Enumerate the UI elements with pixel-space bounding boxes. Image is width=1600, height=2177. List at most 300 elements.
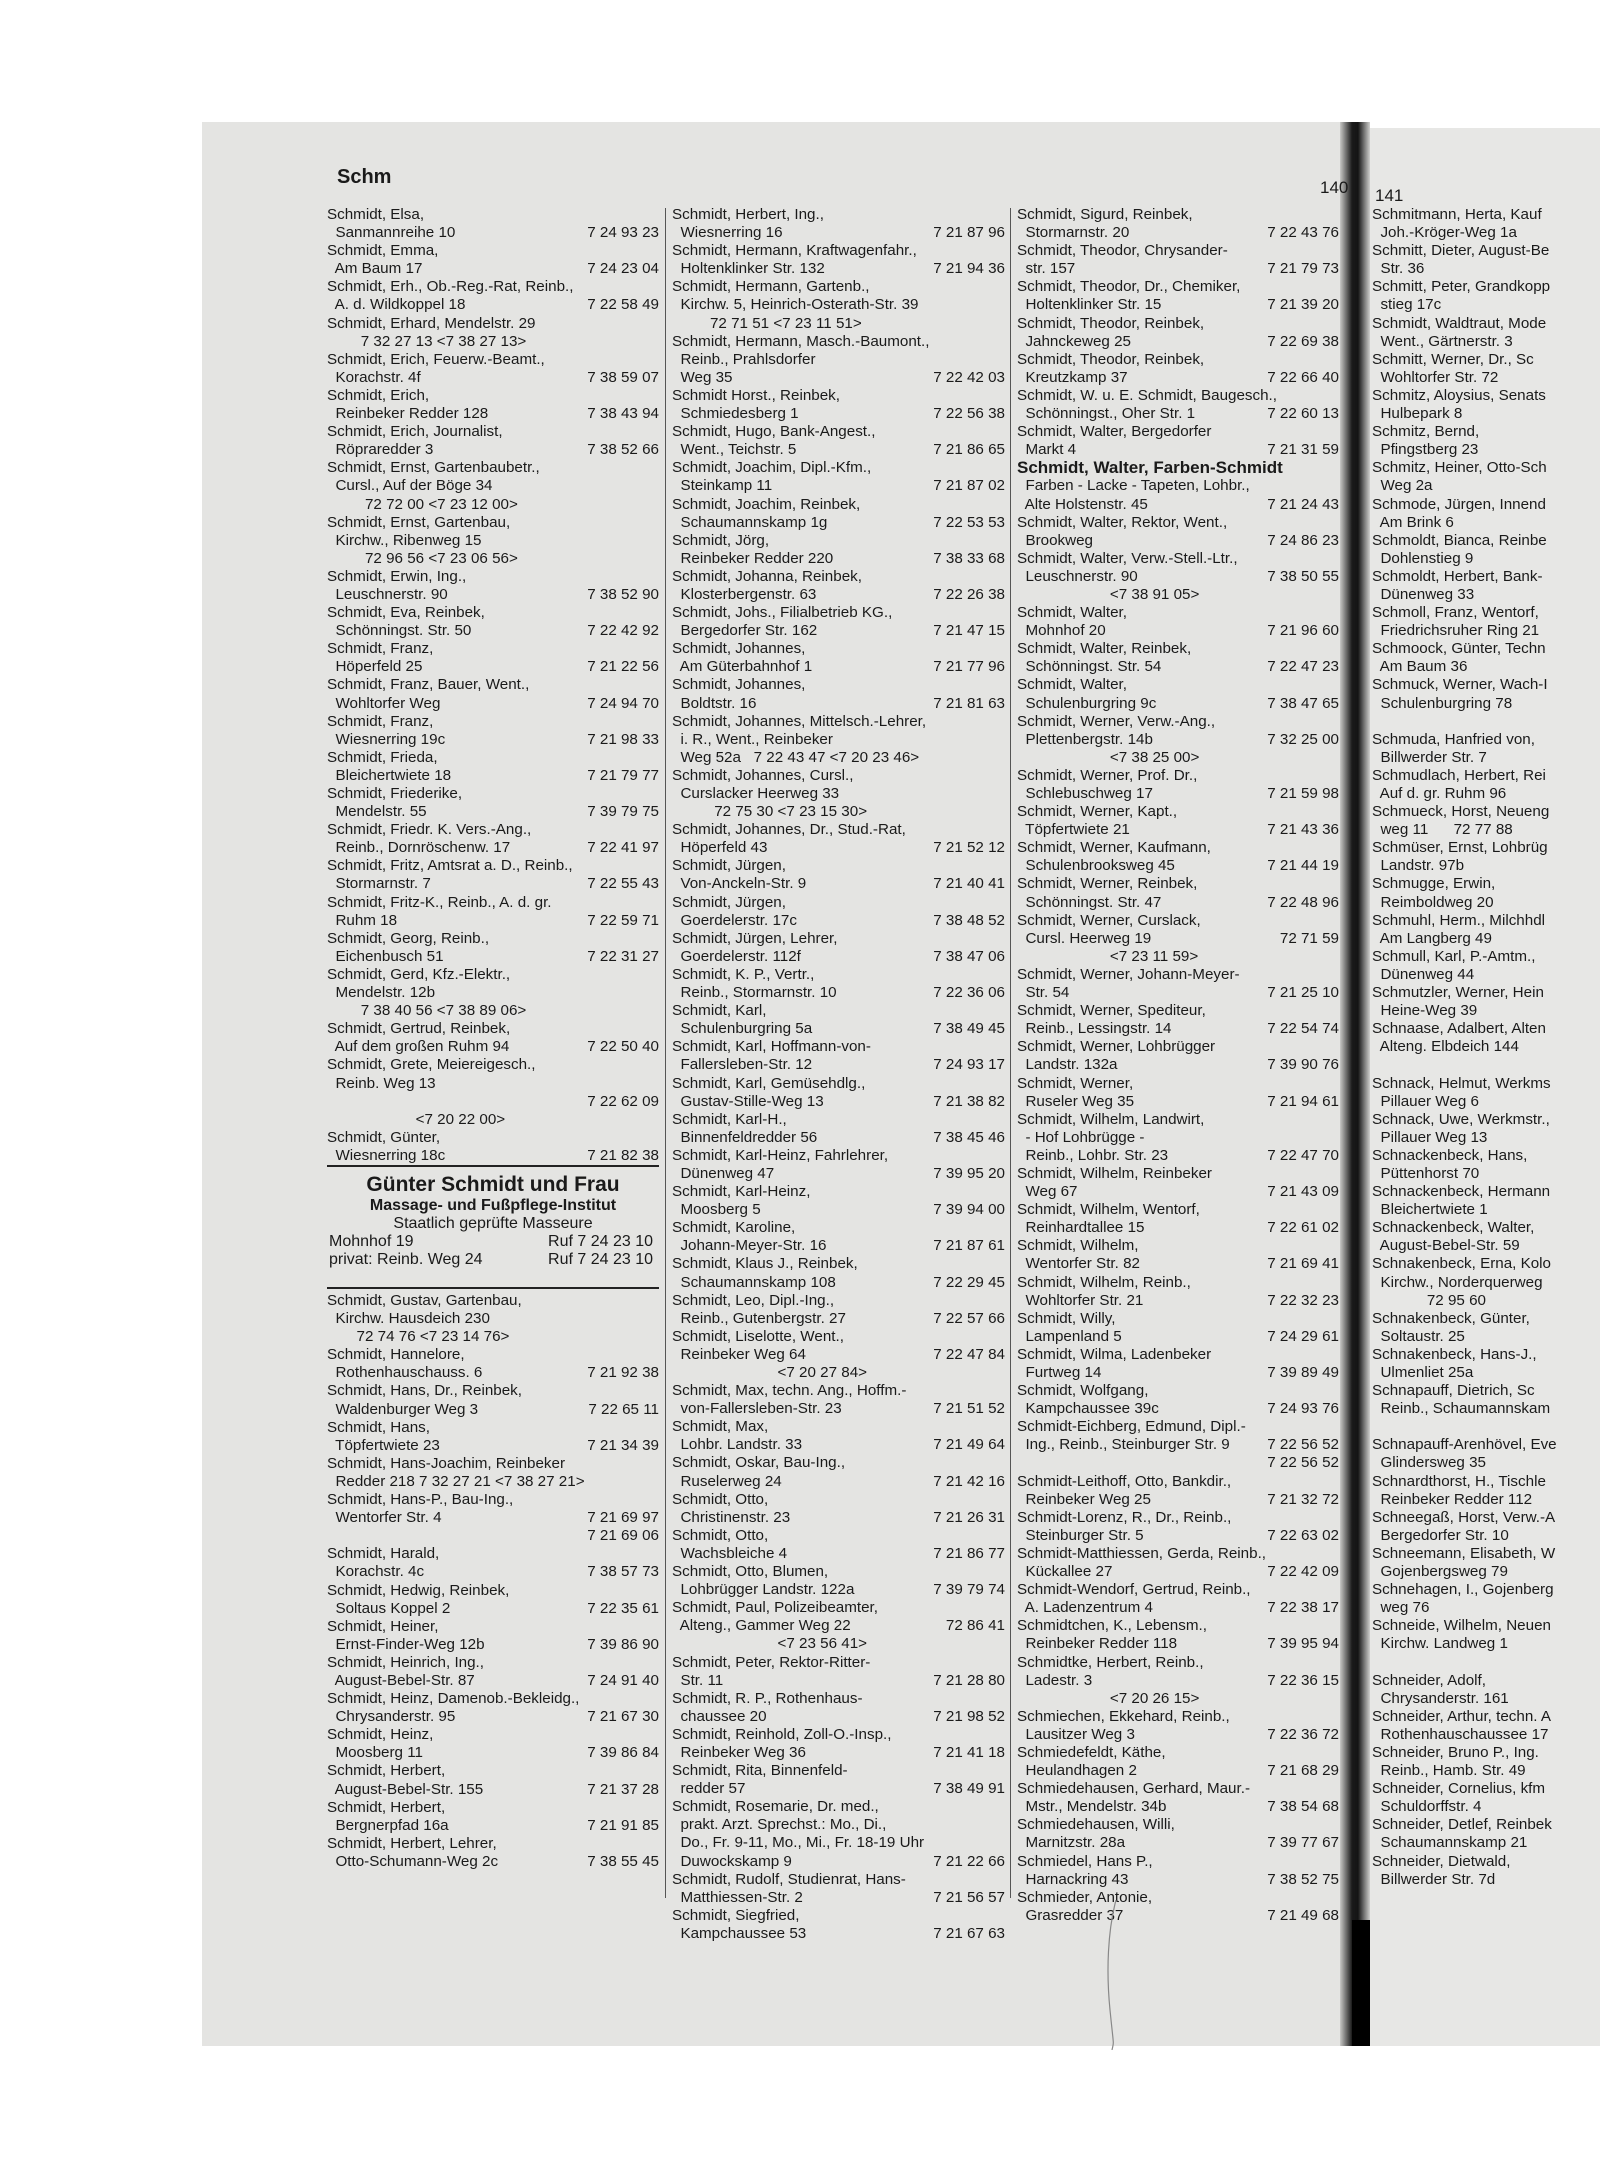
- entry-line: Schnackenbeck, Hans,: [1372, 1146, 1528, 1164]
- entry-line: Auf d. gr. Ruhm 96: [1372, 785, 1507, 802]
- entry-line: [327, 1817, 659, 1835]
- entry-line: [672, 1436, 1005, 1454]
- entry-line: [672, 1816, 1005, 1834]
- entry-phone: 7 22 57 66: [933, 1309, 1005, 1327]
- entry-line: [672, 604, 1005, 622]
- entry-line: Weg 2a: [1372, 477, 1433, 495]
- directory-entry: [672, 1075, 1005, 1111]
- entry-line: Schmitmann, Herta, Kauf: [1372, 206, 1542, 223]
- entry-text: Schmidt, Franz, Bauer, Went.,: [327, 676, 530, 694]
- entry-line: [1017, 1020, 1339, 1038]
- entry-line: Schneemann, Elisabeth, W: [1372, 1544, 1556, 1562]
- entry-text: Schmidt, Otto,: [672, 1490, 769, 1508]
- entry-line: [672, 387, 1005, 405]
- entry-line: [1017, 1545, 1339, 1563]
- entry-line: [672, 423, 1005, 441]
- entry-text: Steinburger Str. 5: [1017, 1526, 1144, 1544]
- entry-text: Schmidt, Reinhold, Zoll-O.-Insp.,: [672, 1725, 892, 1743]
- entry-text: Christinenstr. 23: [672, 1508, 791, 1526]
- gutter-shadow: [1352, 1920, 1370, 2046]
- entry-text: 72 71 51 <7 23 11 51>: [672, 314, 862, 332]
- entry-text: Harnackring 43: [1017, 1870, 1129, 1888]
- entry-text: Reinb., Gutenbergstr. 27: [672, 1309, 846, 1327]
- entry-text: Schmiedehausen, Willi,: [1017, 1816, 1175, 1834]
- directory-entry: [1017, 640, 1339, 676]
- entry-text: Cursl., Auf der Böge 34: [327, 477, 493, 495]
- entry-text: redder 57: [672, 1780, 746, 1798]
- directory-entry: [672, 930, 1005, 966]
- entry-line: [1017, 1654, 1339, 1672]
- entry-text: Schmidt, Walter,: [1017, 676, 1127, 694]
- entry-line: [327, 948, 659, 966]
- entry-line: [327, 568, 659, 586]
- entry-text: Schönningst., Oher Str. 1: [1017, 405, 1196, 423]
- entry-text: Schmidt, Hermann, Gartenb.,: [672, 278, 870, 296]
- entry-text: <7 38 91 05>: [1017, 585, 1200, 603]
- entry-line: [327, 1075, 659, 1093]
- directory-entry: [1017, 1310, 1339, 1346]
- entry-text: Schmidt, Hans,: [327, 1418, 430, 1436]
- entry-line: [327, 640, 659, 658]
- entry-text: Ruseler Weg 35: [1017, 1092, 1135, 1110]
- entry-line: Schulenburgring 78: [1372, 694, 1513, 712]
- entry-phone: 7 22 31 27: [587, 947, 659, 965]
- entry-line: [672, 333, 1005, 351]
- directory-entry: [1017, 1853, 1339, 1889]
- entry-text: Schmidt, Eva, Reinbek,: [327, 604, 485, 622]
- entry-text: Schmidt, Werner, Prof. Dr.,: [1017, 766, 1198, 784]
- entry-line: [672, 839, 1005, 857]
- entry-text: Goerdelerstr. 112f: [672, 947, 801, 965]
- directory-entry: [1017, 1780, 1339, 1816]
- entry-text: Schmidt-Leithoff, Otto, Bankdir.,: [1017, 1472, 1232, 1490]
- entry-text: Schmidt, R. P., Rothenhaus-: [672, 1689, 863, 1707]
- entry-text: Schmidt, Wilhelm, Reinbeker: [1017, 1164, 1212, 1182]
- entry-line: [1017, 351, 1339, 369]
- directory-entry: [1017, 1237, 1339, 1273]
- entry-phone: 7 22 55 43: [587, 875, 659, 893]
- entry-line: [672, 1726, 1005, 1744]
- entry-phone: 7 21 32 72: [1267, 1490, 1339, 1508]
- entry-text: Jahnckeweg 25: [1017, 332, 1131, 350]
- directory-entry: [327, 1690, 659, 1726]
- directory-entry: [327, 1762, 659, 1798]
- entry-text: Markt 4: [1017, 441, 1077, 459]
- entry-line: Schmoldt, Bianca, Reinbe: [1372, 531, 1547, 549]
- entry-line: [1017, 767, 1339, 785]
- entry-line: [1017, 713, 1339, 731]
- entry-line: Heine-Weg 39: [1372, 1002, 1478, 1020]
- entry-line: [1017, 405, 1339, 423]
- entry-line: [1017, 1400, 1339, 1418]
- entry-line: Schmutzler, Werner, Hein: [1372, 984, 1544, 1002]
- entry-text: Schmidt, Joachim, Dipl.-Kfm.,: [672, 459, 872, 477]
- entry-text: Schmidt, Karl-Heinz, Fahrlehrer,: [672, 1146, 889, 1164]
- entry-phone: 7 22 56 52: [1267, 1454, 1339, 1472]
- entry-text: Reinb., Stormarnstr. 10: [672, 984, 837, 1002]
- entry-phone: 7 22 66 40: [1267, 368, 1339, 386]
- entry-text: Str. 54: [1017, 984, 1070, 1002]
- directory-entry: [1017, 1038, 1339, 1074]
- entry-phone: 7 22 62 09: [587, 1092, 659, 1110]
- entry-line: [672, 1563, 1005, 1581]
- entry-text: Schmidt, Elsa,: [327, 206, 425, 223]
- directory-entry: [672, 206, 1005, 242]
- entry-text: Schmidt, Harald,: [327, 1545, 440, 1563]
- directory-entry: [1017, 1346, 1339, 1382]
- entry-line: [1372, 1418, 1600, 1436]
- entry-phone: 7 22 42 92: [587, 622, 659, 640]
- entry-line: Schnack, Uwe, Werkmstr.,: [1372, 1110, 1550, 1128]
- entry-line: [1017, 1165, 1339, 1183]
- directory-entry: [1017, 351, 1339, 387]
- entry-line: Schnapauff, Dietrich, Sc: [1372, 1382, 1535, 1400]
- entry-line: [1017, 695, 1339, 713]
- entry-line: [1017, 948, 1339, 966]
- entry-text: Schmidt, Otto,: [672, 1526, 769, 1544]
- directory-entry: [327, 966, 659, 1020]
- entry-text: <7 23 56 41>: [672, 1635, 868, 1653]
- entry-phone: 7 21 68 29: [1267, 1762, 1339, 1780]
- entry-line: [1017, 441, 1339, 459]
- entry-text: Soltaus Koppel 2: [327, 1599, 451, 1617]
- entry-text: Schmidt, Werner, Reinbek,: [1017, 875, 1198, 893]
- entry-line: [1017, 423, 1339, 441]
- entry-line: [672, 550, 1005, 568]
- entry-text: Brookweg: [1017, 531, 1093, 549]
- entry-line: [327, 839, 659, 857]
- entry-line: [327, 1762, 659, 1780]
- entry-text: Eichenbusch 51: [327, 947, 444, 965]
- entry-text: Otto-Schumann-Weg 2c: [327, 1852, 499, 1870]
- directory-entry: [672, 278, 1005, 332]
- ad-row-phone: Ruf 7 24 23 10: [548, 1233, 653, 1250]
- entry-text: Mohnhof 20: [1017, 622, 1106, 640]
- advertisement-box: [327, 1165, 659, 1289]
- entry-line: [672, 477, 1005, 495]
- entry-line: [672, 803, 1005, 821]
- entry-line: [1017, 1328, 1339, 1346]
- entry-text: Wohltorfer Weg: [327, 694, 441, 712]
- entry-text: Schmidt Horst., Reinbek,: [672, 386, 840, 404]
- entry-phone: 7 22 41 97: [587, 839, 659, 857]
- entry-text: Schmidt, Ernst, Gartenbau,: [327, 513, 511, 531]
- directory-entry: [672, 459, 1005, 495]
- entry-line: Schnapauff-Arenhövel, Eve: [1372, 1436, 1557, 1454]
- entry-line: [327, 1853, 659, 1871]
- entry-phone: 7 38 57 73: [587, 1563, 659, 1581]
- entry-line: [1017, 1617, 1339, 1635]
- entry-line: [1017, 333, 1339, 351]
- entry-phone: 7 21 44 19: [1267, 857, 1339, 875]
- directory-entry: [1017, 875, 1339, 911]
- entry-line: [1017, 857, 1339, 875]
- directory-entry: [1017, 1473, 1339, 1509]
- entry-line: [1017, 803, 1339, 821]
- entry-line: [327, 369, 659, 387]
- entry-line: [327, 1491, 659, 1509]
- entry-text: Binnenfeldredder 56: [672, 1128, 818, 1146]
- directory-entry: [1017, 676, 1339, 712]
- entry-phone: 7 21 77 96: [933, 658, 1005, 676]
- directory-entry: [327, 278, 659, 314]
- entry-line: Schmode, Jürgen, Innend: [1372, 495, 1546, 513]
- entry-phone: 7 38 48 52: [933, 911, 1005, 929]
- entry-text: A. d. Wildkoppel 18: [327, 296, 466, 314]
- entry-text: Schaumannskamp 108: [672, 1273, 836, 1291]
- directory-entry: [327, 676, 659, 712]
- entry-phone: 7 22 29 45: [933, 1273, 1005, 1291]
- entry-phone: 7 32 25 00: [1267, 730, 1339, 748]
- directory-entry: [1017, 1274, 1339, 1310]
- entry-text: Schmidt, Karl-Heinz,: [672, 1183, 811, 1201]
- entry-line: [672, 894, 1005, 912]
- entry-line: [327, 441, 659, 459]
- entry-text: Schmidt, Erwin, Ing.,: [327, 567, 467, 585]
- entry-line: [327, 604, 659, 622]
- entry-line: [1017, 315, 1339, 333]
- entry-line: Schneider, Adolf,: [1372, 1671, 1486, 1689]
- entry-line: Schmuck, Werner, Wach-I: [1372, 676, 1548, 694]
- entry-text: Mstr., Mendelstr. 34b: [1017, 1798, 1167, 1816]
- entry-line: [327, 315, 659, 333]
- entry-line: [1017, 1853, 1339, 1871]
- entry-phone: 7 22 36 72: [1267, 1725, 1339, 1743]
- entry-text: Schmidt, Jürgen,: [672, 857, 786, 875]
- entry-line: [1017, 912, 1339, 930]
- entry-line: [672, 948, 1005, 966]
- entry-phone: 7 39 95 20: [933, 1164, 1005, 1182]
- entry-phone: 7 21 87 02: [933, 477, 1005, 495]
- entry-line: [1017, 1473, 1339, 1491]
- ad-row-label: privat: Reinb. Weg 24: [329, 1251, 483, 1268]
- entry-line: [1017, 1509, 1339, 1527]
- entry-line: [1017, 1907, 1339, 1925]
- entry-text: Schmidt, K. P., Vertr.,: [672, 965, 815, 983]
- entry-phone: 7 38 47 06: [933, 947, 1005, 965]
- entry-phone: 7 21 81 63: [933, 694, 1005, 712]
- entry-text: <7 20 26 15>: [1017, 1689, 1200, 1707]
- entry-text: Holtenklinker Str. 15: [1017, 296, 1162, 314]
- entry-text: Schmidt, Heinz, Damenob.-Bekleidg.,: [327, 1690, 580, 1708]
- entry-text: Ruhm 18: [327, 911, 398, 929]
- entry-line: [672, 1581, 1005, 1599]
- entry-text: Schmidt, Heiner,: [327, 1617, 439, 1635]
- directory-entry: [327, 514, 659, 568]
- directory-entry: [672, 568, 1005, 604]
- entry-phone: 7 38 49 45: [933, 1020, 1005, 1038]
- entry-line: Ulmenliet 25a: [1372, 1364, 1474, 1381]
- entry-line: [672, 1672, 1005, 1690]
- entry-line: stieg 17c: [1372, 296, 1442, 314]
- directory-entry: [327, 315, 659, 351]
- entry-line: [1017, 821, 1339, 839]
- entry-phone: 7 22 61 02: [1267, 1219, 1339, 1237]
- directory-entry: [1017, 1654, 1339, 1708]
- directory-entry: [672, 1038, 1005, 1074]
- entry-line: [1017, 1581, 1339, 1599]
- entry-line: Schmoldt, Herbert, Bank-: [1372, 567, 1543, 585]
- entry-line: [327, 1654, 659, 1672]
- entry-line: [327, 695, 659, 713]
- directory-entry: [672, 333, 1005, 387]
- entry-line: Glindersweg 35: [1372, 1454, 1486, 1472]
- entry-line: [672, 1201, 1005, 1219]
- entry-text: Alteng., Gammer Weg 22: [672, 1617, 851, 1635]
- entry-line: [672, 713, 1005, 731]
- entry-line: Schmoock, Günter, Techn: [1372, 640, 1546, 658]
- entry-phone: 7 21 43 36: [1267, 821, 1339, 839]
- entry-phone: 7 39 89 49: [1267, 1364, 1339, 1381]
- entry-line: [1017, 785, 1339, 803]
- entry-text: von-Fallersleben-Str. 23: [672, 1400, 842, 1418]
- entry-text: Schmidt, Herbert, Lehrer,: [327, 1834, 497, 1852]
- directory-entry: [672, 1002, 1005, 1038]
- entry-text: Moosberg 11: [327, 1744, 423, 1762]
- entry-line: [1017, 1744, 1339, 1762]
- entry-phone: 7 38 52 90: [587, 585, 659, 603]
- directory-entry: [327, 1835, 659, 1871]
- entry-text: Schmidt, Johannes, Mittelsch.-Lehrer,: [672, 712, 927, 730]
- directory-entry: [1017, 839, 1339, 875]
- entry-line: [1017, 550, 1339, 568]
- directory-entry: [327, 604, 659, 640]
- directory-entry: [327, 1654, 659, 1690]
- entry-text: Ernst-Finder-Weg 12b: [327, 1635, 485, 1653]
- entry-line: [672, 875, 1005, 893]
- entry-text: Duwockskamp 9: [672, 1852, 792, 1870]
- entry-text: chaussee 20: [672, 1707, 767, 1725]
- entry-line: [1017, 1237, 1339, 1255]
- entry-text: Korachstr. 4c: [327, 1563, 425, 1581]
- entry-line: Schnackenbeck, Hermann: [1372, 1183, 1551, 1201]
- entry-line: [672, 1454, 1005, 1472]
- entry-line: [672, 278, 1005, 296]
- entry-line: [672, 296, 1005, 314]
- entry-line: [1017, 586, 1339, 604]
- entry-phone: 7 21 69 06: [587, 1527, 659, 1545]
- entry-text: Heulandhagen 2: [1017, 1762, 1137, 1780]
- entry-line: [1017, 242, 1339, 260]
- entry-line: [327, 242, 659, 260]
- entry-line: [672, 658, 1005, 676]
- entry-line: [672, 1382, 1005, 1400]
- entry-text: 7 32 27 13 <7 38 27 13>: [327, 332, 527, 350]
- entry-text: Grasredder 37: [1017, 1906, 1124, 1924]
- entry-text: Ing., Reinb., Steinburger Str. 9: [1017, 1436, 1230, 1454]
- entry-phone: 7 39 79 74: [933, 1581, 1005, 1599]
- entry-line: [672, 767, 1005, 785]
- ad-line: Staatlich geprüfte Masseure: [393, 1215, 593, 1232]
- entry-text: Röpraredder 3: [327, 441, 434, 459]
- entry-line: [327, 224, 659, 242]
- entry-line: [672, 640, 1005, 658]
- entry-line: [327, 1473, 659, 1491]
- entry-line: Schaumannskamp 21: [1372, 1834, 1528, 1852]
- entry-phone: 7 21 56 57: [933, 1888, 1005, 1906]
- entry-phone: 7 38 52 75: [1267, 1870, 1339, 1888]
- entry-text: Schmidt, Max, techn. Ang., Hoffm.-: [672, 1382, 907, 1400]
- entry-text: 72 72 00 <7 23 12 00>: [327, 495, 518, 513]
- entry-text: Holtenklinker Str. 132: [672, 260, 825, 278]
- entry-line: [672, 1346, 1005, 1364]
- directory-entry: [672, 1491, 1005, 1527]
- entry-text: Boldtstr. 16: [672, 694, 757, 712]
- entry-line: [1017, 1219, 1339, 1237]
- entry-line: [672, 586, 1005, 604]
- entry-text: A. Ladenzentrum 4: [1017, 1599, 1153, 1617]
- entry-phone: 7 38 55 45: [587, 1852, 659, 1870]
- directory-entry: [327, 459, 659, 513]
- entry-text: Lohbr. Landstr. 33: [672, 1436, 803, 1454]
- entry-line: Schnehagen, I., Gojenberg: [1372, 1581, 1554, 1599]
- entry-line: [1372, 1654, 1600, 1672]
- entry-text: Schmidt, W. u. E. Schmidt, Baugesch.,: [1017, 386, 1277, 404]
- entry-line: [672, 1292, 1005, 1310]
- entry-text: Töpfertwiete 21: [1017, 821, 1130, 839]
- entry-line: [327, 1147, 659, 1165]
- entry-line: [327, 857, 659, 875]
- entry-line: [327, 1600, 659, 1618]
- entry-line: Kirchw. Landweg 1: [1372, 1635, 1508, 1653]
- entry-line: [1017, 1183, 1339, 1201]
- entry-text: Schmiedel, Hans P.,: [1017, 1852, 1153, 1870]
- directory-entry: [672, 1328, 1005, 1382]
- entry-text: Wachsbleiche 4: [672, 1544, 788, 1562]
- entry-line: Schmuhl, Herm., Milchhdl: [1372, 911, 1546, 929]
- entry-line: [1017, 369, 1339, 387]
- entry-text: Str. 11: [672, 1671, 724, 1689]
- directory-entry: [1017, 278, 1339, 314]
- entry-line: [672, 1690, 1005, 1708]
- entry-line: Schneegaß, Horst, Verw.-A: [1372, 1508, 1556, 1526]
- entry-phone: 7 39 95 94: [1267, 1635, 1339, 1653]
- entry-line: [327, 1708, 659, 1726]
- entry-text: Weg 35: [672, 368, 733, 386]
- entry-phone: 7 22 48 96: [1267, 893, 1339, 911]
- directory-entry: [672, 1907, 1005, 1943]
- entry-line: [327, 1563, 659, 1581]
- directory-entry: [327, 713, 659, 749]
- entry-text: Schmidt, Werner, Curslack,: [1017, 911, 1201, 929]
- entry-text: prakt. Arzt. Sprechst.: Mo., Di.,: [672, 1816, 887, 1834]
- entry-line: [672, 749, 1005, 767]
- entry-line: [1017, 749, 1339, 767]
- entry-line: [327, 1618, 659, 1636]
- entry-line: [1372, 713, 1600, 731]
- entry-line: [1017, 278, 1339, 296]
- entry-line: [1017, 1780, 1339, 1798]
- entry-line: [327, 785, 659, 803]
- directory-entry: [1017, 1418, 1339, 1472]
- entry-text: <7 20 27 84>: [672, 1364, 868, 1381]
- entry-line: [672, 1853, 1005, 1871]
- entry-line: Alteng. Elbdeich 144: [1372, 1038, 1519, 1056]
- entry-text: Reinbeker Redder 220: [672, 549, 834, 567]
- entry-line: [672, 1871, 1005, 1889]
- directory-entry: [327, 857, 659, 893]
- entry-text: Reinhardtallee 15: [1017, 1219, 1145, 1237]
- directory-entry: [672, 423, 1005, 459]
- entry-line: Bleichertwiete 1: [1372, 1201, 1488, 1219]
- entry-line: [1017, 1454, 1339, 1472]
- entry-phone: 7 21 59 98: [1267, 785, 1339, 802]
- entry-line: Friedrichsruher Ring 21: [1372, 622, 1540, 640]
- entry-text: Schönningst. Str. 50: [327, 622, 472, 640]
- entry-text: <7 23 11 59>: [1017, 947, 1199, 965]
- entry-line: [327, 676, 659, 694]
- entry-text: Schmidt, Georg, Reinb.,: [327, 929, 490, 947]
